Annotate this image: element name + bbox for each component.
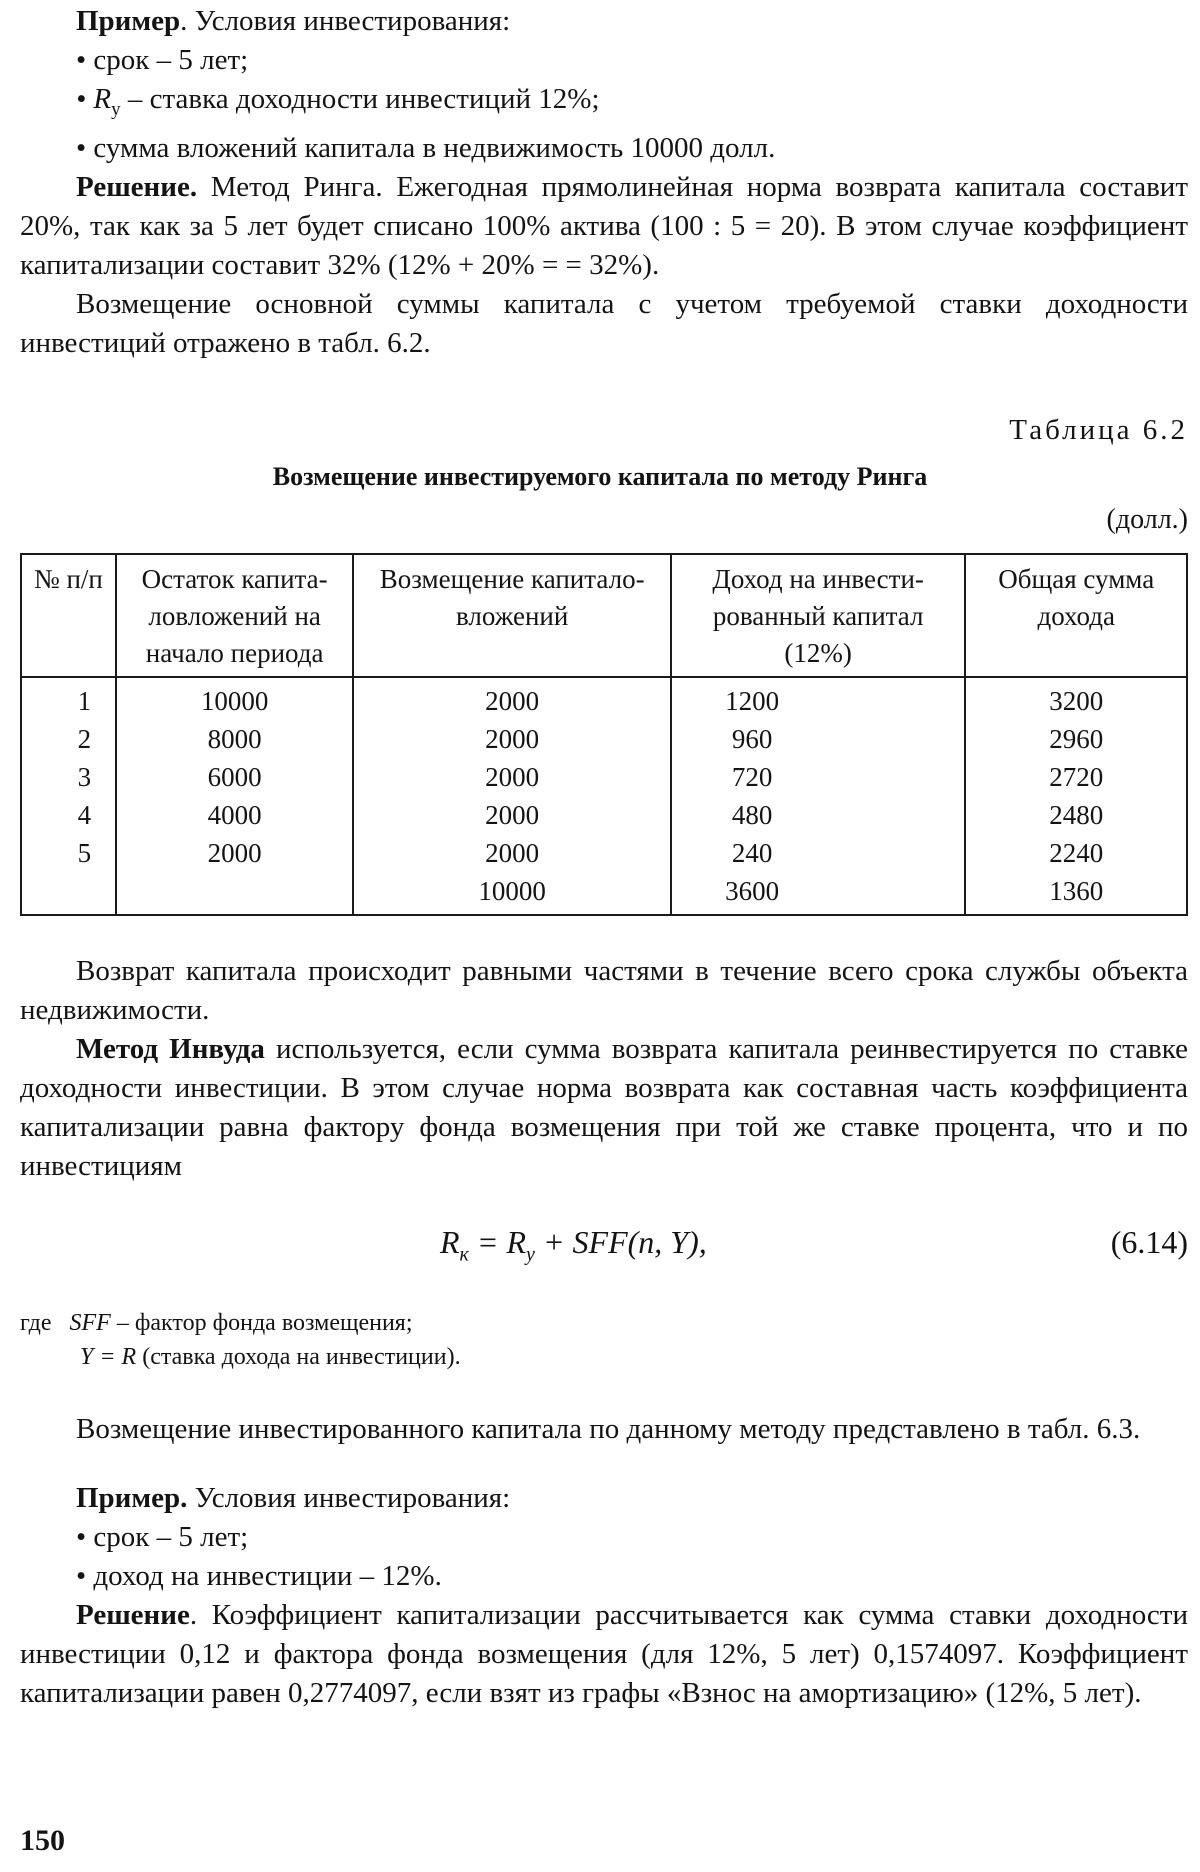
bullet-term: • срок – 5 лет;: [76, 44, 249, 76]
example-2-label: Пример.: [76, 1482, 188, 1514]
row-number: 1: [21, 677, 116, 720]
header-reimbursement: Возмещение капитало- вложений: [353, 554, 670, 677]
legend-y-text: (ставка дохода на инвестиции).: [136, 1344, 461, 1370]
table-unit: (долл.): [1106, 504, 1188, 535]
row-number: 5: [21, 834, 116, 872]
formula-rhs-subscript: у: [526, 1243, 535, 1266]
row-total: 2480: [965, 796, 1187, 834]
row-income: 1200: [671, 677, 966, 720]
rate-subscript: у: [111, 98, 121, 120]
table-row: [21, 796, 1187, 834]
table-row: [21, 834, 1187, 872]
row-total: 3200: [965, 677, 1187, 720]
row-income: 240: [671, 834, 966, 872]
example-1-heading: [20, 2, 1188, 41]
row-number: [21, 872, 116, 915]
row-income: 720: [671, 758, 966, 796]
bullet-income: • доход на инвестиции – 12%.: [76, 1560, 442, 1592]
inwood-label: Метод Инвуда: [76, 1033, 265, 1065]
formula-number: (6.14): [1110, 1224, 1188, 1260]
example-label: Пример: [76, 5, 181, 37]
header-total: Общая сумма дохода: [965, 554, 1187, 677]
row-balance: [116, 872, 354, 915]
bullet-term-2: • срок – 5 лет;: [76, 1521, 249, 1553]
table-row: [21, 720, 1187, 758]
row-number: 2: [21, 720, 116, 758]
header-number: № п/п: [21, 554, 116, 677]
table-6-3-reference: Возмещение инвестированного капитала по данному методу представлено в табл. 6.3.: [76, 1413, 1141, 1445]
legend-sff-text: – фактор фонда возмещения;: [110, 1310, 413, 1336]
bullet-amount: • сумма вложений капитала в недвижимость 10000 долл.: [76, 131, 776, 164]
page-number: 150: [20, 1824, 65, 1857]
inwood-text: используется, если сумма возврата капитала реинвестируется по ставке доходности инвестиции. В этом случае норма возврата как составная часть коэффициента капитализации равна фактору фонда возмещения при той же ставке процента, что и по инвестициям: [20, 1033, 1188, 1182]
solution-text: Метод Ринга. Ежегодная прямолинейная норма возврата капитала составит 20%, так как за 5 лет будет списано 100% актива (100 : 5 = 20). В этом случае коэффициент капитализации составит 32% (12% + 20% = = 32%).: [20, 170, 1188, 281]
row-reimbursement: 2000: [353, 758, 670, 796]
row-number: 4: [21, 796, 116, 834]
header-income: Доход на инвести- рованный капитал (12%): [671, 554, 966, 677]
solution-label: Решение.: [76, 170, 198, 203]
row-balance: 8000: [116, 720, 354, 758]
row-total: 2960: [965, 720, 1187, 758]
row-reimbursement: 10000: [353, 872, 670, 915]
row-total: 2720: [965, 758, 1187, 796]
formula-6-14: [440, 1224, 707, 1266]
solution-2-label: Решение: [76, 1599, 190, 1631]
row-balance: 4000: [116, 796, 354, 834]
row-reimbursement: 2000: [353, 834, 670, 872]
row-income: 480: [671, 796, 966, 834]
row-reimbursement: 2000: [353, 677, 670, 720]
example-2-heading: [20, 1479, 1188, 1518]
table-row: [21, 758, 1187, 796]
table-header-row: [21, 554, 1187, 677]
row-income: 960: [671, 720, 966, 758]
table-row: [21, 677, 1187, 720]
row-income: 3600: [671, 872, 966, 915]
bullet-rate: [20, 80, 1188, 129]
example-2-heading-text: Условия инвестирования:: [187, 1482, 511, 1514]
row-reimbursement: 2000: [353, 796, 670, 834]
reimbursement-paragraph: Возмещение основной суммы капитала с учетом требуемой ставки доходности инвестиций отражено в табл. 6.2.: [20, 287, 1188, 359]
rate-symbol: • R: [76, 83, 112, 115]
header-balance: Остаток капита- ловложений на начало периода: [116, 554, 354, 677]
formula-equals: = R: [468, 1224, 527, 1260]
formula-row: [20, 1224, 1188, 1264]
row-total: 2240: [965, 834, 1187, 872]
inwood-block: [20, 952, 1188, 1186]
formula-lhs: R: [440, 1224, 460, 1260]
table-total-row: [21, 872, 1187, 915]
solution-2-paragraph: [20, 1596, 1188, 1713]
example-1-block: [20, 2, 1188, 363]
return-paragraph: Возврат капитала происходит равными частями в течение всего срока службы объекта недвижимости.: [20, 955, 1188, 1026]
row-balance: 6000: [116, 758, 354, 796]
table-caption: Таблица 6.2: [1009, 414, 1188, 446]
solution-paragraph: [20, 168, 1188, 285]
legend-y-term: Y = R: [80, 1344, 137, 1370]
formula-lhs-subscript: к: [459, 1243, 469, 1266]
legend-prefix: где: [20, 1310, 52, 1336]
legend-sff-term: SFF: [69, 1310, 111, 1336]
row-balance: 2000: [116, 834, 354, 872]
example-heading-text: . Условия инвестирования:: [180, 5, 511, 37]
row-balance: 10000: [116, 677, 354, 720]
formula-legend: [20, 1306, 1188, 1374]
table-title: Возмещение инвестируемого капитала по методу Ринга: [272, 462, 928, 491]
formula-rest: + SFF(n, Y),: [534, 1224, 707, 1260]
row-total: 1360: [965, 872, 1187, 915]
inwood-paragraph: [20, 1030, 1188, 1186]
solution-2-text: . Коэффициент капитализации рассчитывается как сумма ставки доходности инвестиции 0,12 и фактора фонда возмещения (для 12%, 5 лет) 0,1574097. Коэффициент капитализации равен 0,2774097, если взят из графы «Взнос на амортизацию» (12%, 5 лет).: [20, 1599, 1188, 1709]
rate-text: – ставка доходности инвестиций 12%;: [120, 83, 600, 115]
example-2-block: [20, 1410, 1188, 1713]
legend-line-y: [20, 1340, 1188, 1374]
row-reimbursement: 2000: [353, 720, 670, 758]
row-number: 3: [21, 758, 116, 796]
ring-method-table: [20, 553, 1188, 916]
legend-line-sff: [20, 1306, 1188, 1340]
